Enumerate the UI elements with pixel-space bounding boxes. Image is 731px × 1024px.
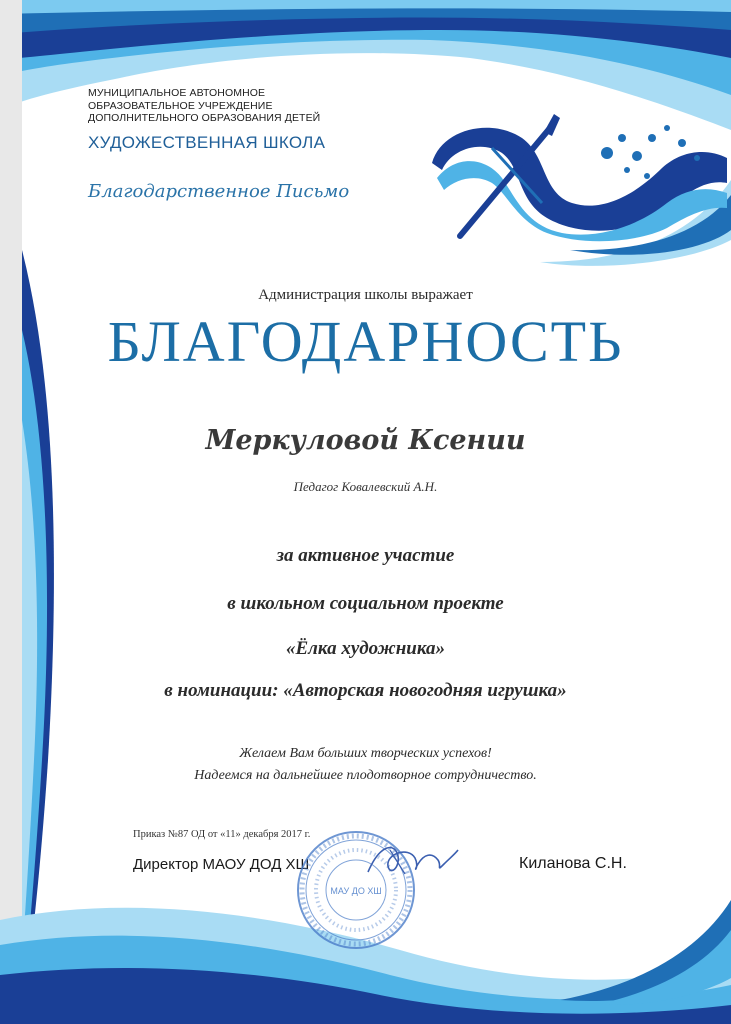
organization-line-3: ДОПОЛНИТЕЛЬНОГО ОБРАЗОВАНИЯ ДЕТЕЙ bbox=[88, 112, 321, 124]
organization-line-1: МУНИЦИПАЛЬНОЕ АВТОНОМНОЕ bbox=[88, 87, 266, 99]
reason-line: за активное участие bbox=[276, 545, 455, 566]
school-name: ХУДОЖЕСТВЕННАЯ ШКОЛА bbox=[88, 133, 326, 152]
handwritten-signature bbox=[360, 834, 460, 884]
document-type: Благодарственное Письмо bbox=[88, 181, 350, 202]
scan-edge bbox=[0, 0, 22, 1024]
order-reference: Приказ №87 ОД от «11» декабря 2017 г. bbox=[133, 829, 311, 840]
organization-name bbox=[88, 87, 320, 125]
organization-line-2: ОБРАЗОВАТЕЛЬНОЕ УЧРЕЖДЕНИЕ bbox=[88, 99, 273, 112]
logo-brush-tip bbox=[544, 114, 560, 136]
signer-name: Киланова С.Н. bbox=[519, 855, 627, 872]
certificate-heading: БЛАГОДАРНОСТЬ bbox=[107, 309, 624, 374]
project-title: «Ёлка художника» bbox=[285, 638, 446, 659]
intro-text: Администрация школы выражает bbox=[258, 287, 473, 303]
paintbrush-wave-logo bbox=[432, 108, 727, 243]
nomination-line: в номинации: «Авторская новогодняя игрушка» bbox=[164, 680, 567, 701]
recipient-name: Меркуловой Ксении bbox=[205, 425, 526, 456]
wish-line: Желаем Вам больших творческих успехов! bbox=[239, 746, 492, 761]
wish-line: Надеемся на дальнейшее плодотворное сотрудничество. bbox=[194, 768, 537, 783]
teacher-line: Педагог Ковалевский А.Н. bbox=[293, 479, 438, 494]
reason-line: в школьном социальном проекте bbox=[227, 593, 504, 614]
director-title: Директор МАОУ ДОД ХШ bbox=[133, 856, 310, 873]
stamp-center-text: МАУ ДО ХШ bbox=[330, 886, 382, 896]
